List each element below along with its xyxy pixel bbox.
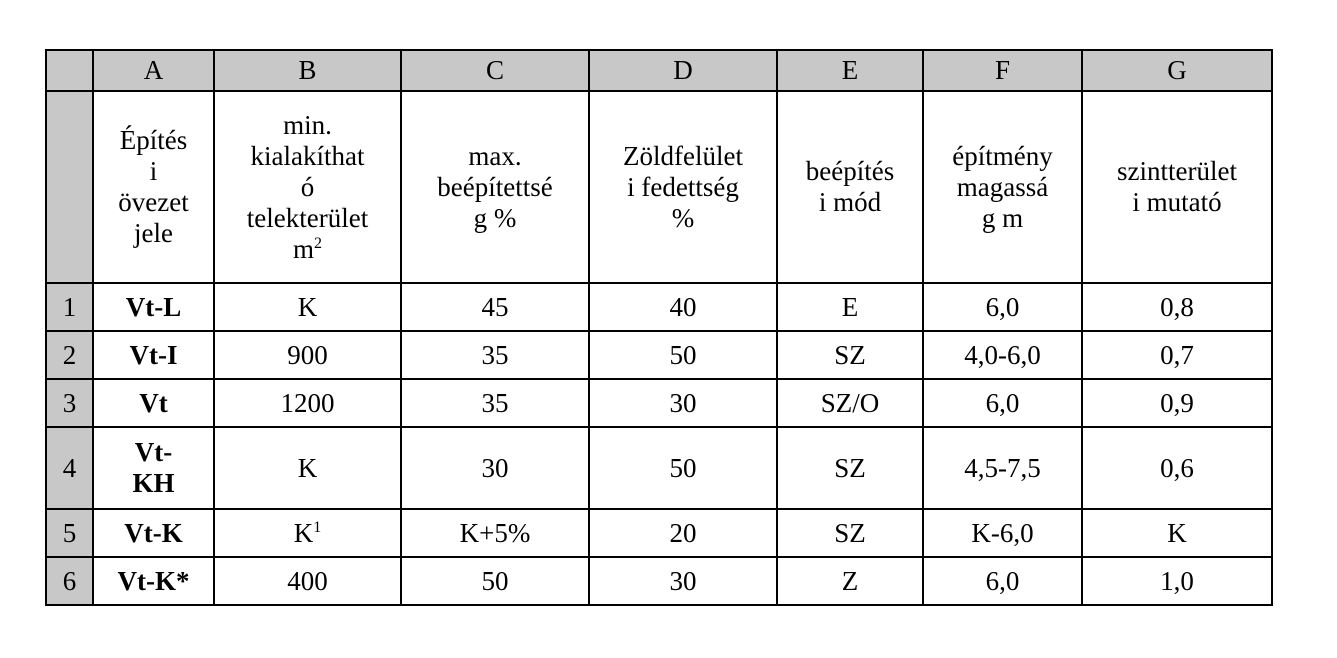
row-number: 3 xyxy=(46,379,93,427)
column-letter-g: G xyxy=(1082,50,1272,91)
row-number: 1 xyxy=(46,283,93,331)
column-letter-e: E xyxy=(777,50,923,91)
green-coverage-cell: 20 xyxy=(589,509,777,557)
zone-code-cell: Vt-I xyxy=(93,331,214,379)
zoning-table xyxy=(45,49,1273,606)
header-zone-code: Építés i övezet jele xyxy=(93,91,214,283)
floor-area-ratio-cell: 0,8 xyxy=(1082,283,1272,331)
table-row xyxy=(46,427,1272,509)
green-coverage-cell: 30 xyxy=(589,557,777,605)
column-letter-a: A xyxy=(93,50,214,91)
min-plot-area-cell: K xyxy=(214,283,401,331)
green-coverage-cell: 40 xyxy=(589,283,777,331)
building-height-cell: K-6,0 xyxy=(923,509,1082,557)
building-height-cell: 6,0 xyxy=(923,557,1082,605)
row-number: 4 xyxy=(46,427,93,509)
max-coverage-cell: 30 xyxy=(401,427,589,509)
floor-area-ratio-cell: 1,0 xyxy=(1082,557,1272,605)
header-green-coverage: Zöldfelület i fedettség % xyxy=(589,91,777,283)
building-mode-cell: SZ/O xyxy=(777,379,923,427)
building-mode-cell: SZ xyxy=(777,509,923,557)
table-row xyxy=(46,283,1272,331)
header-row xyxy=(46,91,1272,283)
building-mode-cell: SZ xyxy=(777,331,923,379)
column-letter-d: D xyxy=(589,50,777,91)
zone-code-cell: Vt xyxy=(93,379,214,427)
row-number: 6 xyxy=(46,557,93,605)
floor-area-ratio-cell: 0,9 xyxy=(1082,379,1272,427)
max-coverage-cell: K+5% xyxy=(401,509,589,557)
building-height-cell: 4,5-7,5 xyxy=(923,427,1082,509)
zone-code-cell: Vt-K* xyxy=(93,557,214,605)
header-building-mode: beépítés i mód xyxy=(777,91,923,283)
header-max-coverage: max. beépítettsé g % xyxy=(401,91,589,283)
min-plot-area-cell: K xyxy=(214,427,401,509)
column-letter-c: C xyxy=(401,50,589,91)
header-building-height: építmény magassá g m xyxy=(923,91,1082,283)
table-row xyxy=(46,557,1272,605)
building-height-cell: 4,0-6,0 xyxy=(923,331,1082,379)
header-min-plot-area: min. kialakíthat ó telekterület $m^2$ xyxy=(214,91,401,283)
table-row xyxy=(46,331,1272,379)
min-plot-area-cell: $K^1$ xyxy=(214,509,401,557)
max-coverage-cell: 45 xyxy=(401,283,589,331)
green-coverage-cell: 50 xyxy=(589,331,777,379)
zone-code-cell: Vt-K xyxy=(93,509,214,557)
min-plot-area-cell: 900 xyxy=(214,331,401,379)
building-height-cell: 6,0 xyxy=(923,379,1082,427)
green-coverage-cell: 50 xyxy=(589,427,777,509)
row-number: 5 xyxy=(46,509,93,557)
header-rownum-cell xyxy=(46,91,93,283)
max-coverage-cell: 50 xyxy=(401,557,589,605)
column-letter-b: B xyxy=(214,50,401,91)
table-row xyxy=(46,379,1272,427)
row-number: 2 xyxy=(46,331,93,379)
column-letter-f: F xyxy=(923,50,1082,91)
max-coverage-cell: 35 xyxy=(401,379,589,427)
max-coverage-cell: 35 xyxy=(401,331,589,379)
min-plot-area-cell: 1200 xyxy=(214,379,401,427)
building-height-cell: 6,0 xyxy=(923,283,1082,331)
building-mode-cell: E xyxy=(777,283,923,331)
floor-area-ratio-cell: 0,7 xyxy=(1082,331,1272,379)
header-floor-area-ratio: szintterület i mutató xyxy=(1082,91,1272,283)
corner-cell xyxy=(46,50,93,91)
floor-area-ratio-cell: K xyxy=(1082,509,1272,557)
zone-code-cell: Vt- KH xyxy=(93,427,214,509)
green-coverage-cell: 30 xyxy=(589,379,777,427)
building-mode-cell: Z xyxy=(777,557,923,605)
building-mode-cell: SZ xyxy=(777,427,923,509)
zone-code-cell: Vt-L xyxy=(93,283,214,331)
table-row xyxy=(46,509,1272,557)
footnote-marker: 1 xyxy=(313,518,322,536)
min-plot-area-cell: 400 xyxy=(214,557,401,605)
column-letter-row xyxy=(46,50,1272,91)
floor-area-ratio-cell: 0,6 xyxy=(1082,427,1272,509)
